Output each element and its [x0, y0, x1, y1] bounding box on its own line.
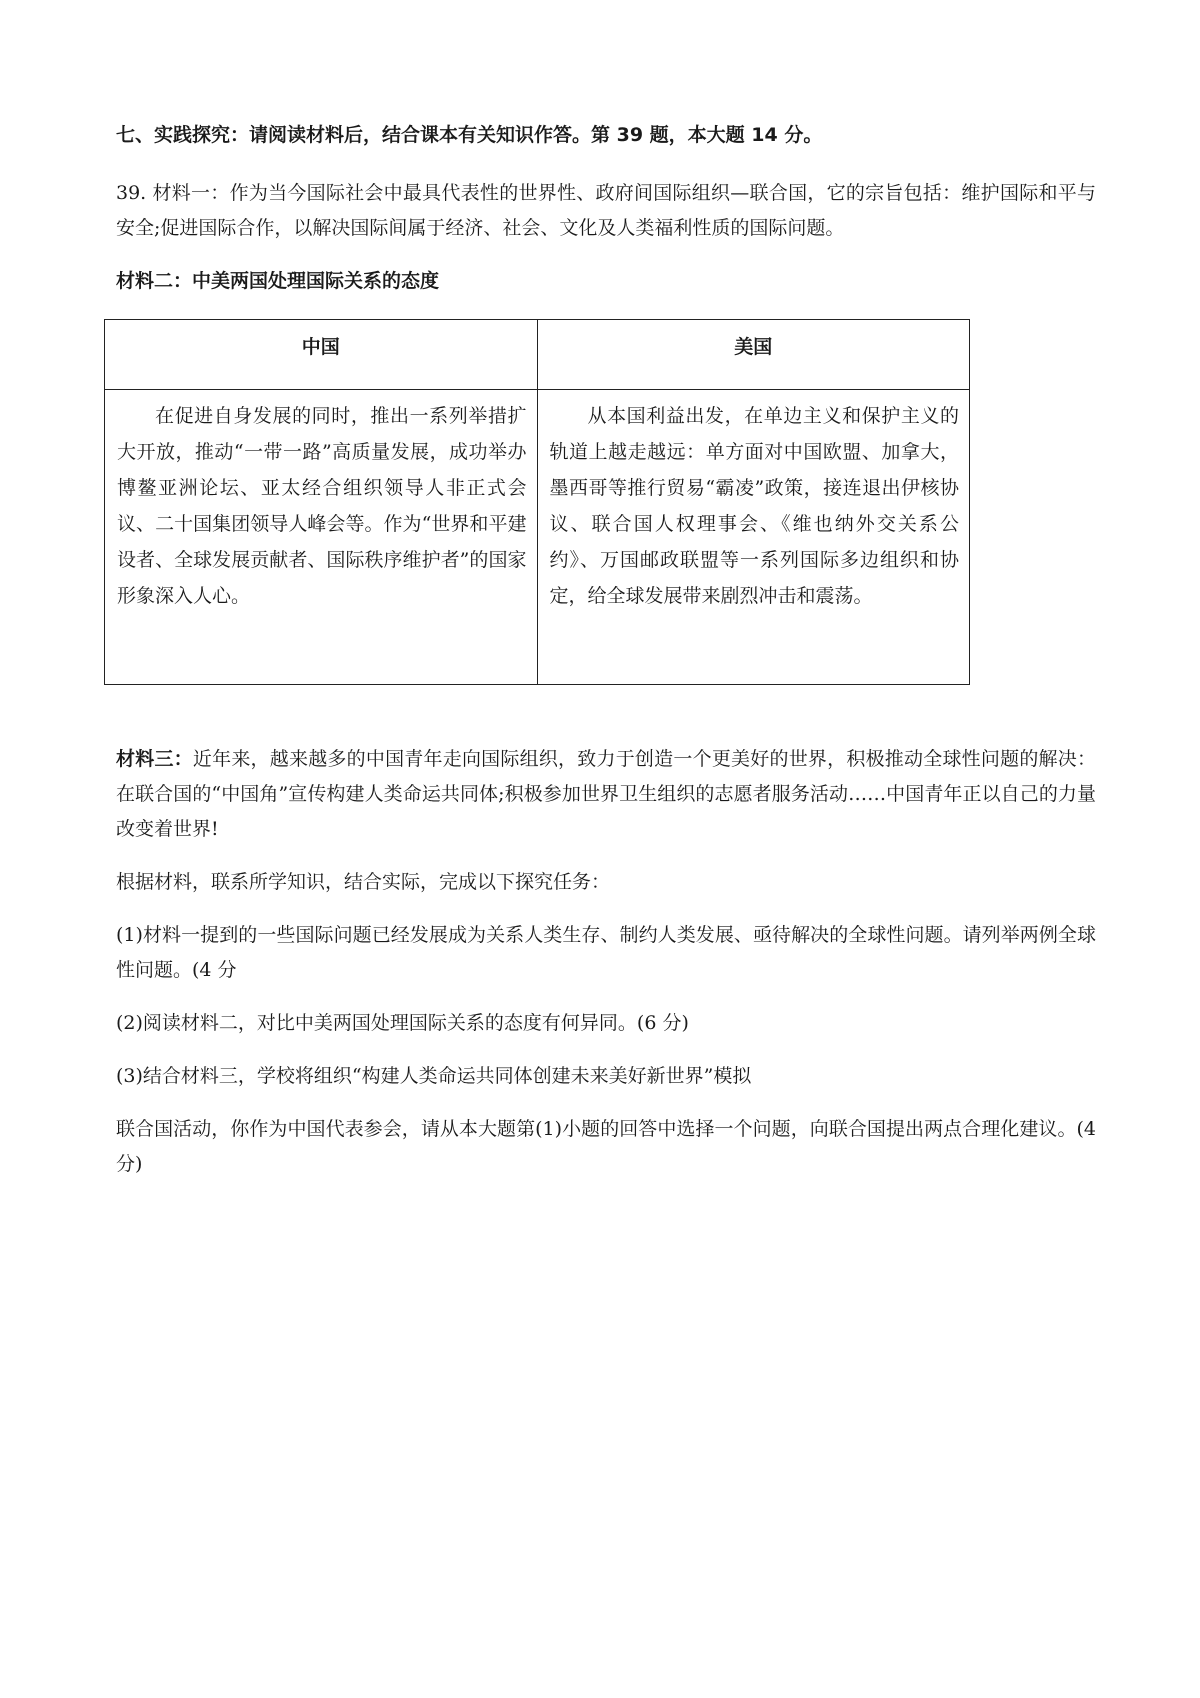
material-three [116, 742, 1096, 847]
header-usa: 美国 [537, 320, 970, 390]
section-title: 七、实践探究：请阅读材料后，结合课本有关知识作答。第 39 题，本大题 14 分。 [116, 124, 823, 146]
cell-china: 在促进自身发展的同时，推出一系列举措扩大开放，推动“一带一路”高质量发展，成功举办博鳌亚洲论坛、亚太经合组织领导人非正式会议、二十国集团领导人峰会等。作为“世界和平建设者、全球发展贡献者、国际秩序维护者”的国家形象深入人心。 [105, 390, 538, 685]
sub-question-3-line-1: (3)结合材料三，学校将组织“构建人类命运共同体创建未来美好新世界”模拟 [116, 1065, 752, 1087]
task-intro: 根据材料，联系所学知识，结合实际，完成以下探究任务： [116, 871, 611, 893]
material-two-title: 材料二：中美两国处理国际关系的态度 [116, 270, 440, 292]
table-row [105, 390, 970, 685]
material-three-text: 近年来，越来越多的中国青年走向国际组织，致力于创造一个更美好的世界，积极推动全球性问题的解决：在联合国的“中国角”宣传构建人类命运共同体;积极参加世界卫生组织的志愿者服务活动……中国青年正以自己的力量改变着世界! [116, 748, 1096, 840]
header-china: 中国 [105, 320, 538, 390]
exam-content [116, 118, 1096, 1182]
cell-usa: 从本国利益出发，在单边主义和保护主义的轨道上越走越远：单方面对中国欧盟、加拿大，墨西哥等推行贸易“霸凌”政策，接连退出伊核协议、联合国人权理事会、《维也纳外交关系公约》、万国邮政联盟等一系列国际多边组织和协定，给全球发展带来剧烈冲击和震荡。 [537, 390, 970, 685]
material-three-label: 材料三： [116, 748, 193, 770]
material-one-text: 作为当今国际社会中最具代表性的世界性、政府间国际组织—联合国，它的宗旨包括：维护国际和平与安全;促进国际合作，以解决国际间属于经济、社会、文化及人类福利性质的国际问题。 [116, 182, 1096, 239]
sub-question-1: (1)材料一提到的一些国际问题已经发展成为关系人类生存、制约人类发展、亟待解决的全球性问题。请列举两例全球性问题。(4 分 [116, 924, 1096, 981]
comparison-table [104, 319, 970, 685]
table-header-row [105, 320, 970, 390]
material-one [116, 176, 1096, 246]
material-one-label: 39. 材料一： [116, 182, 230, 204]
sub-question-2: (2)阅读材料二，对比中美两国处理国际关系的态度有何异同。(6 分) [116, 1012, 689, 1034]
sub-question-3-line-2: 联合国活动，你作为中国代表参会，请从本大题第(1)小题的回答中选择一个问题，向联合国提出两点合理化建议。(4 分) [116, 1118, 1096, 1175]
